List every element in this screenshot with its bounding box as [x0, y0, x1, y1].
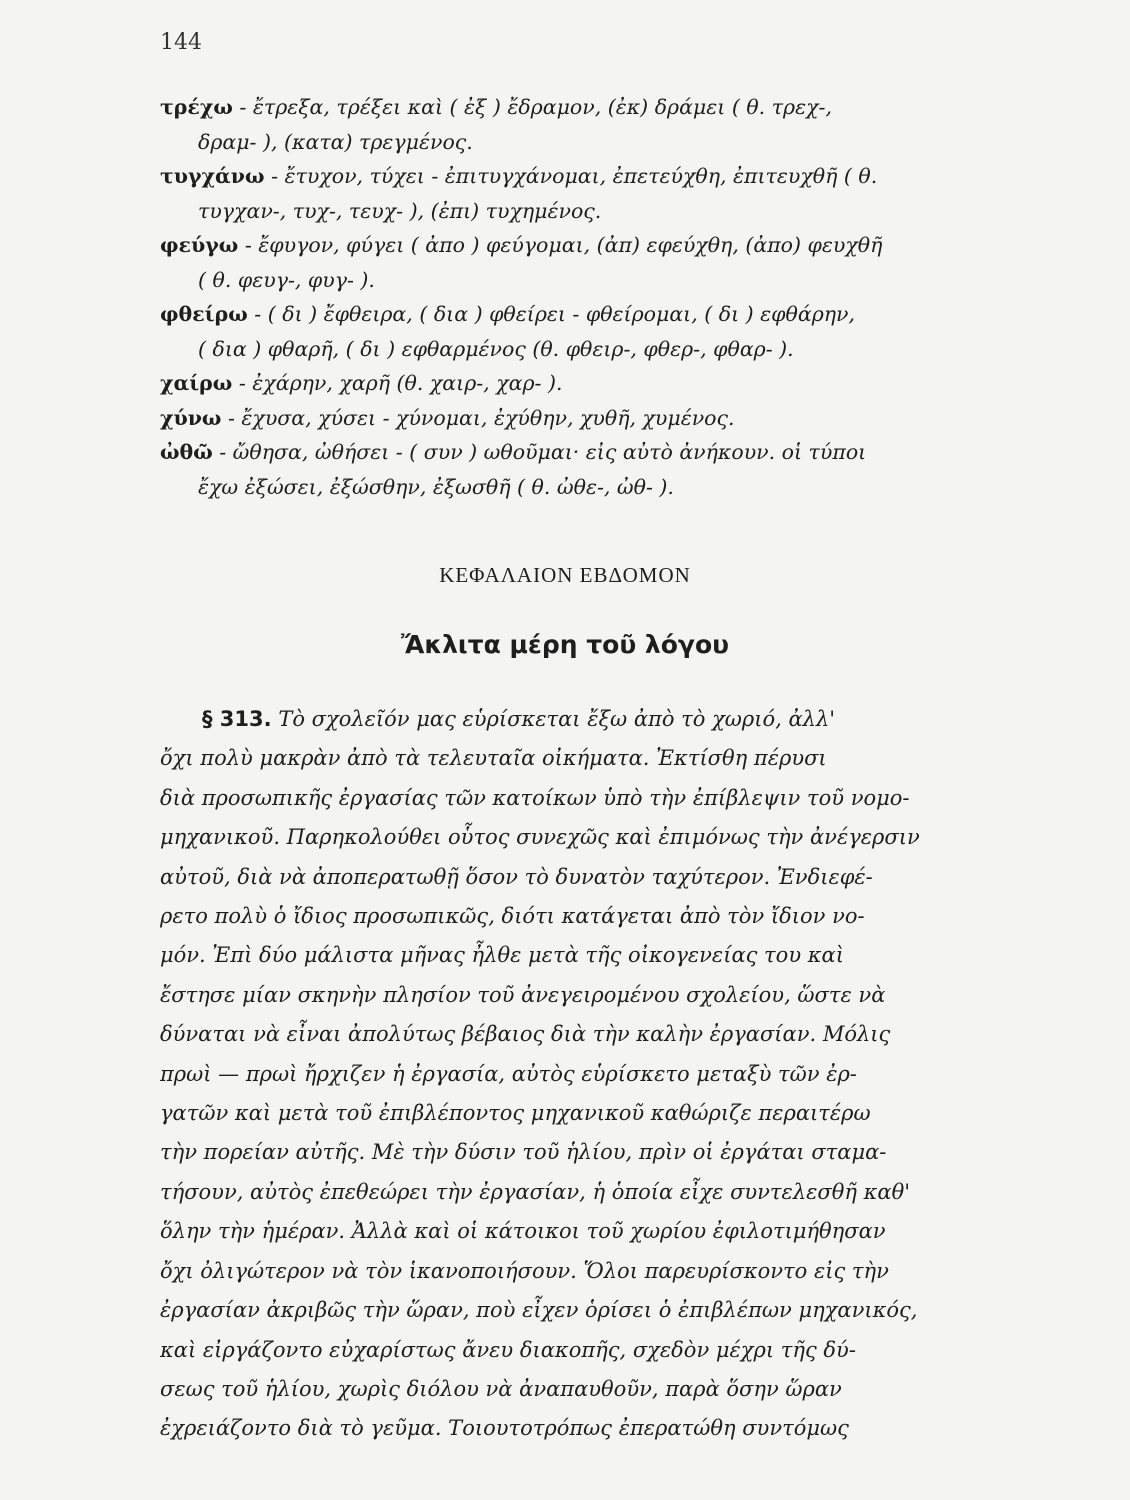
- verb-forms: τυγχαν-, τυχ-, τευχ- ), (ἐπι) τυχημένος.: [198, 198, 602, 223]
- paragraph-line: τήσουν, αὐτὸς ἐπεθεώρει τὴν ἐργασίαν, ἡ ὁποία εἶχε συντελεσθῆ καθ': [160, 1179, 911, 1204]
- verb-forms: - ἔτρεξα, τρέξει καὶ ( ἐξ ) ἔδραμον, (ἐκ) δράμει ( θ. τρεχ-,: [232, 95, 832, 119]
- verb-forms: - ἐχάρην, χαρῆ (θ. χαιρ-, χαρ- ).: [232, 371, 563, 395]
- verb-forms: - ἔφυγον, φύγει ( ἀπο ) φεύγομαι, (ἀπ) εφεύχθη, (ἀπο) φευχθῆ: [238, 233, 883, 257]
- paragraph-line: σεως τοῦ ἡλίου, χωρὶς διόλου νὰ ἀναπαυθοῦν, παρὰ ὅσην ὥραν: [160, 1376, 842, 1401]
- verb-forms: - ὤθησα, ὠθήσει - ( συν ) ωθοῦμαι· εἰς αὐτὸ ἀνήκουν. οἱ τύποι: [212, 440, 867, 464]
- paragraph-line: ρετο πολὺ ὁ ἴδιος προσωπικῶς, διότι κατάγεται ἀπὸ τὸν ἴδιον νο-: [160, 904, 865, 929]
- paragraph-line: μόν. Ἐπὶ δύο μάλιστα μῆνας ἦλθε μετὰ τῆς οἰκογενείας του καὶ: [160, 943, 844, 968]
- verb-entry: [160, 90, 1020, 159]
- paragraph-line: δύναται νὰ εἶναι ἀπολύτως βέβαιος διὰ τὴν καλὴν ἐργασίαν. Μόλις: [160, 1022, 891, 1047]
- paragraph-line: καὶ εἰργάζοντο εὐχαρίστως ἄνευ διακοπῆς, σχεδὸν μέχρι τῆς δύ-: [160, 1337, 856, 1362]
- page-number: 144: [160, 30, 202, 55]
- verb-entry: [160, 401, 1020, 436]
- paragraph-line: γατῶν καὶ μετὰ τοῦ ἐπιβλέποντος μηχανικοῦ καθώριζε περαιτέρω: [160, 1101, 871, 1126]
- paragraph-line: πρωὶ — πρωὶ ἤρχιζεν ἡ ἐργασία, αὐτὸς εὑρίσκετο μεταξὺ τῶν ἐρ-: [160, 1061, 857, 1086]
- verb-lemma: χαίρω: [160, 371, 233, 395]
- verb-entry: [160, 435, 1020, 504]
- paragraph-line: ἐργασίαν ἀκριβῶς τὴν ὥραν, ποὺ εἶχεν ὁρίσει ὁ ἐπιβλέπων μηχανικός,: [160, 1298, 918, 1323]
- verb-entry: [160, 228, 1020, 297]
- verb-lemma: τρέχω: [160, 95, 233, 119]
- verb-forms: ( θ. φευγ-, φυγ- ).: [198, 267, 375, 292]
- section-title: Ἄκλιτα μέρη τοῦ λόγου: [400, 630, 730, 659]
- paragraph-line: ὅλην τὴν ἡμέραν. Ἀλλὰ καὶ οἱ κάτοικοι τοῦ χωρίου ἐφιλοτιμήθησαν: [160, 1219, 886, 1244]
- verb-lemma: φθείρω: [160, 302, 248, 326]
- paragraph-line: ἐχρειάζοντο διὰ τὸ γεῦμα. Τοιουτοτρόπως ἐπερατώθη συντόμως: [160, 1416, 849, 1441]
- paragraph-line-text: Τὸ σχολεῖόν μας εὑρίσκεται ἔξω ἀπὸ τὸ χωριό, ἀλλ': [278, 707, 836, 731]
- verb-forms: - ἔχυσα, χύσει - χύνομαι, ἐχύθην, χυθῆ, χυμένος.: [221, 405, 735, 430]
- paragraph-line: ὄχι ὀλιγώτερον νὰ τὸν ἱκανοποιήσουν. Ὅλοι παρευρίσκοντο εἰς τὴν: [160, 1258, 889, 1283]
- verb-lemma: ὠθῶ: [160, 440, 213, 464]
- verb-forms: ( δια ) φθαρῆ, ( δι ) εφθαρμένος (θ. φθειρ-, φθερ-, φθαρ- ).: [198, 336, 794, 361]
- paragraph-line: ἔστησε μίαν σκηνὴν πλησίον τοῦ ἀνεγειρομένου σχολείου, ὥστε νὰ: [160, 982, 886, 1007]
- verb-entry: [160, 366, 1020, 401]
- verb-entry: [160, 297, 1020, 366]
- paragraph-line: ὄχι πολὺ μακρὰν ἀπὸ τὰ τελευταῖα οἰκήματα. Ἐκτίσθη πέρυσι: [160, 746, 827, 771]
- verb-forms: - ἔτυχον, τύχει - ἐπιτυγχάνομαι, ἐπετεύχθη, ἐπιτευχθῆ ( θ.: [264, 164, 878, 188]
- paragraph-line: μηχανικοῦ. Παρηκολούθει οὗτος συνεχῶς καὶ ἐπιμόνως τὴν ἀνέγερσιν: [160, 825, 920, 850]
- paragraph-line: [160, 700, 1020, 739]
- verb-list: [160, 90, 1020, 504]
- verb-lemma: χύνω: [160, 405, 222, 430]
- paragraph-line: αὐτοῦ, διὰ νὰ ἀποπερατωθῇ ὅσον τὸ δυνατὸν ταχύτερον. Ἐνδιεφέ-: [160, 864, 873, 889]
- section-number: § 313.: [202, 707, 272, 731]
- chapter-heading: ΚΕΦΑΛΑΙΟΝ ΕΒΔΟΜΟΝ: [439, 563, 691, 587]
- verb-lemma: τυγχάνω: [160, 164, 265, 188]
- verb-forms: ἔχω ἐξώσει, ἐξώσθην, ἐξωσθῆ ( θ. ὠθε-, ὠθ- ).: [198, 474, 674, 499]
- verb-lemma: φεύγω: [160, 233, 239, 257]
- verb-entry: [160, 159, 1020, 228]
- section-paragraph: [160, 700, 1020, 1449]
- verb-forms: δραμ- ), (κατα) τρεγμένος.: [198, 129, 473, 154]
- paragraph-line: τὴν πορείαν αὐτῆς. Μὲ τὴν δύσιν τοῦ ἡλίου, πρὶν οἱ ἐργάται σταμα-: [160, 1140, 887, 1165]
- verb-forms: - ( δι ) ἔφθειρα, ( δια ) φθείρει - φθείρομαι, ( δι ) εφθάρην,: [247, 302, 856, 326]
- paragraph-line: διὰ προσωπικῆς ἐργασίας τῶν κατοίκων ὑπὸ τὴν ἐπίβλεψιν τοῦ νομο-: [160, 785, 910, 810]
